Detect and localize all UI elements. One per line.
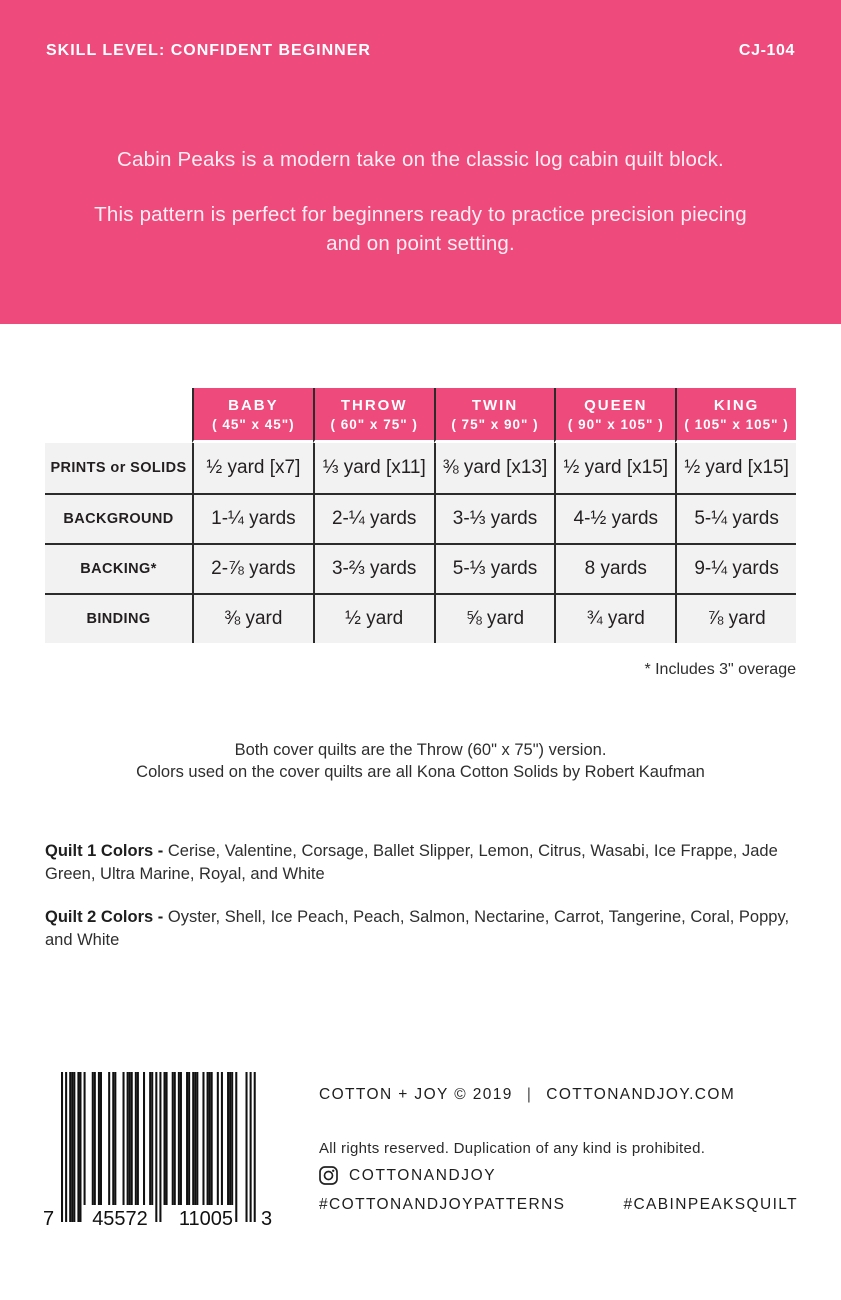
yardage-table [45, 388, 796, 643]
barcode-digit-last: 3 [261, 1208, 273, 1230]
cover-note-line-2: Colors used on the cover quilts are all Kona Cotton Solids by Robert Kaufman [136, 763, 705, 781]
quilt-2-colors-label: Quilt 2 Colors - [45, 908, 164, 926]
instagram-icon [319, 1166, 338, 1185]
row-label-binding: BINDING [45, 593, 192, 643]
yardage-cell: 9-¼ yards [675, 543, 796, 593]
yardage-cell: 2-¼ yards [313, 493, 434, 543]
quilt-1-colors-list: Cerise, Valentine, Corsage, Ballet Slipper, Lemon, Citrus, Wasabi, Ice Frappe, Jade Green, Ultra Marine, Royal, and White [45, 842, 778, 883]
quilt-1-colors [45, 840, 796, 886]
pink-header-band [0, 0, 841, 324]
yardage-cell: ⅜ yard [x13] [434, 443, 555, 493]
yardage-cell: ½ yard [x7] [192, 443, 313, 493]
column-size-label: TWIN [471, 396, 519, 414]
column-header-throw [313, 388, 434, 443]
column-size-label: KING [713, 396, 760, 414]
divider: | [526, 1086, 533, 1103]
column-dimensions-label: ( 75" x 90" ) [451, 416, 539, 432]
quilt-1-colors-label: Quilt 1 Colors - [45, 842, 164, 860]
footer [43, 1070, 799, 1235]
column-dimensions-label: ( 90" x 105" ) [567, 416, 664, 432]
column-dimensions-label: ( 45" x 45") [212, 416, 295, 432]
pattern-code: CJ-104 [738, 42, 795, 59]
yardage-cell: ¾ yard [554, 593, 675, 643]
column-size-label: BABY [228, 396, 279, 414]
column-dimensions-label: ( 105" x 105" ) [684, 416, 789, 432]
yardage-cell: ½ yard [x15] [554, 443, 675, 493]
yardage-cell: ⅜ yard [192, 593, 313, 643]
column-dimensions-label: ( 60" x 75" ) [330, 416, 418, 432]
brand-line [319, 1086, 798, 1104]
yardage-cell: ½ yard [x15] [675, 443, 796, 493]
barcode-bars [61, 1072, 256, 1222]
yardage-cell: 3-⅓ yards [434, 493, 555, 543]
rights-statement: All rights reserved. Duplication of any kind is prohibited. [319, 1140, 706, 1157]
yardage-cell: 4-½ yards [554, 493, 675, 543]
hashtags-line [319, 1196, 798, 1214]
website: COTTONANDJOY.COM [546, 1086, 736, 1103]
barcode-digits-right: 11005 [178, 1208, 234, 1230]
row-label-backing: BACKING* [45, 543, 192, 593]
intro-text [0, 145, 841, 258]
band-top-row [0, 42, 841, 60]
intro-paragraph-2: This pattern is perfect for beginners ready to practice precision piecing and on point setting. [94, 203, 747, 255]
row-label-background: BACKGROUND [45, 493, 192, 543]
skill-level-label: SKILL LEVEL: CONFIDENT BEGINNER [46, 42, 371, 59]
barcode-digits-left: 45572 [92, 1208, 148, 1230]
row-label-prints-or-solids: PRINTS or SOLIDS [45, 443, 192, 493]
quilt-2-colors [45, 906, 796, 952]
column-header-baby [192, 388, 313, 443]
column-size-label: THROW [340, 396, 408, 414]
yardage-cell: 5-¼ yards [675, 493, 796, 543]
yardage-cell: 3-⅔ yards [313, 543, 434, 593]
table-corner-cell [45, 388, 192, 443]
instagram-line [319, 1166, 798, 1185]
quilt-2-colors-list: Oyster, Shell, Ice Peach, Peach, Salmon, Nectarine, Carrot, Tangerine, Coral, Poppy, and White [45, 908, 790, 949]
barcode-digit-first: 7 [43, 1208, 55, 1230]
yardage-cell: ½ yard [313, 593, 434, 643]
cover-quilt-note [0, 739, 841, 783]
footer-text-block [307, 1070, 798, 1235]
brand-copyright: COTTON + JOY © 2019 [319, 1086, 513, 1103]
yardage-cell: 5-⅓ yards [434, 543, 555, 593]
yardage-cell: 8 yards [554, 543, 675, 593]
column-header-queen [554, 388, 675, 443]
intro-paragraph-1: Cabin Peaks is a modern take on the classic log cabin quilt block. [117, 148, 724, 171]
yardage-cell: ⅞ yard [675, 593, 796, 643]
column-header-king [675, 388, 796, 443]
hashtag-patterns: #COTTONANDJOYPATTERNS [319, 1196, 566, 1213]
yardage-cell: 2-⅞ yards [192, 543, 313, 593]
hashtag-quilt: #CABINPEAKSQUILT [623, 1196, 799, 1213]
yardage-cell: ⅓ yard [x11] [313, 443, 434, 493]
instagram-handle: COTTONANDJOY [349, 1166, 497, 1184]
yardage-cell: ⅝ yard [434, 593, 555, 643]
quilt-colors-section [45, 840, 796, 952]
yardage-section [45, 388, 796, 679]
yardage-cell: 1-¼ yards [192, 493, 313, 543]
upc-barcode [45, 1070, 307, 1235]
column-size-label: QUEEN [584, 396, 648, 414]
cover-note-line-1: Both cover quilts are the Throw (60" x 75") version. [234, 741, 607, 759]
table-footnote: * Includes 3" overage [644, 661, 796, 678]
column-header-twin [434, 388, 555, 443]
